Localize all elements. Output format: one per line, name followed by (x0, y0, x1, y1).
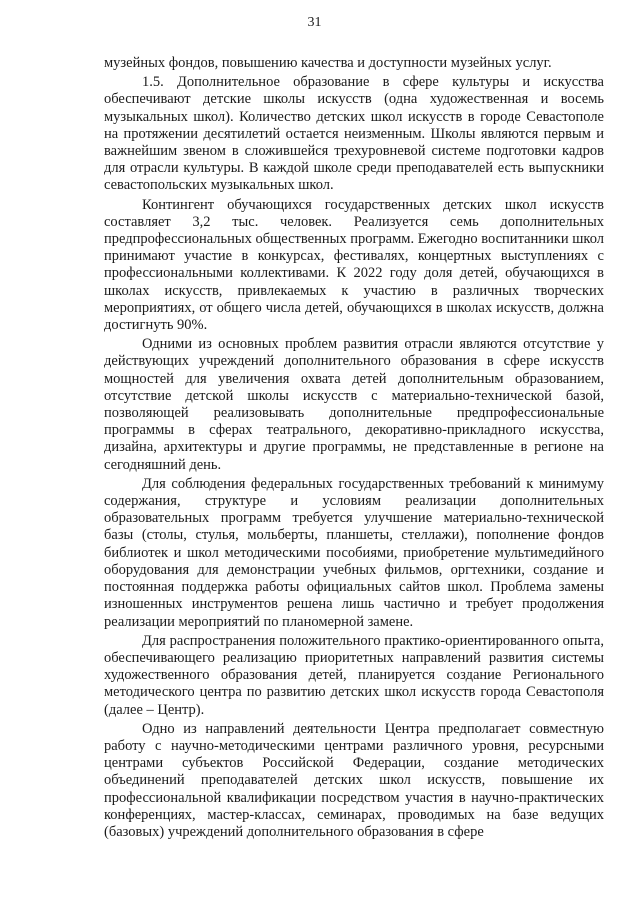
paragraph-center-activities: Одно из направлений деятельности Центра предполагает совместную работу с научно-методическими центрами различного уровня, ресурсными центрами субъектов Российской Федерации, создание методических объединений преподавателей детских школ искусств, повышение их профессиональной квалификации посредством участия в научно-практических конференциях, мастер-классах, семинарах, проводимых на базе ведущих (базовых) учреждений дополнительного образования в сфере (104, 720, 604, 840)
paragraph-problems: Одними из основных проблем развития отрасли являются отсутствие у действующих учреждений дополнительного образования в сфере искусств мощностей для увеличения охвата детей дополнительным образованием, отсутствие детской школы искусств с материально-технической базой, позволяющей реализовывать дополнительные предпрофессиональные программы в сферах театрального, декоративно-прикладного искусства, дизайна, архитектуры и другие программы, не представленные в регионе на сегодняшний день. (104, 336, 604, 473)
paragraph-section-1-5: 1.5. Дополнительное образование в сфере культуры и искусства обеспечивают детские школы искусств (одна художественная и восемь музыкальных школ). Количество детских школ искусств в городе Севастополе на протяжении десятилетий остается неизменным. Школы являются первым и важнейшим звеном в сложившейся трехуровневой системе подготовки кадров для отрасли культуры. В каждой школе среди преподавателей есть выпускники севастопольских музыкальных школ. (104, 74, 604, 194)
page-number: 31 (307, 15, 322, 30)
paragraph-federal-requirements: Для соблюдения федеральных государственных требований к минимуму содержания, структуре и условиям реализации дополнительных образовательных программ требуется улучшение материально-технической базы (столы, стулья, мольберты, планшеты, стеллажи), пополнение фондов библиотек и школ методическими пособиями, приобретение мультимедийного оборудования для демонстрации учебных фильмов, оргтехники, создание и постоянная поддержка работы официальных сайтов школ. Проблема замены изношенных инструментов решена лишь частично и требует продолжения реализации мероприятий по планомерной замене. (104, 475, 604, 630)
paragraph-continuation: музейных фондов, повышению качества и доступности музейных услуг. (104, 55, 552, 71)
paragraph-methodical-center: Для распространения положительного практико-ориентированного опыта, обеспечивающего реализацию приоритетных направлений развития системы художественного образования детей, планируется создание Регионального методического центра по развитию детских школ искусств города Севастополя (далее – Центр). (104, 632, 604, 718)
paragraph-contingent: Контингент обучающихся государственных детских школ искусств составляет 3,2 тыс. человек. Реализуется семь дополнительных предпрофессиональных общественных программ. Ежегодно воспитанники школ принимают участие в конкурсах, фестивалях, концертных выступлениях с профессиональными коллективами. К 2022 году доля детей, обучающихся в школах искусств, привлекаемых к участию в различных творческих мероприятиях, от общего числа детей, обучающихся в школах искусств, должна достигнуть 90%. (104, 196, 604, 334)
document-body (104, 55, 604, 841)
